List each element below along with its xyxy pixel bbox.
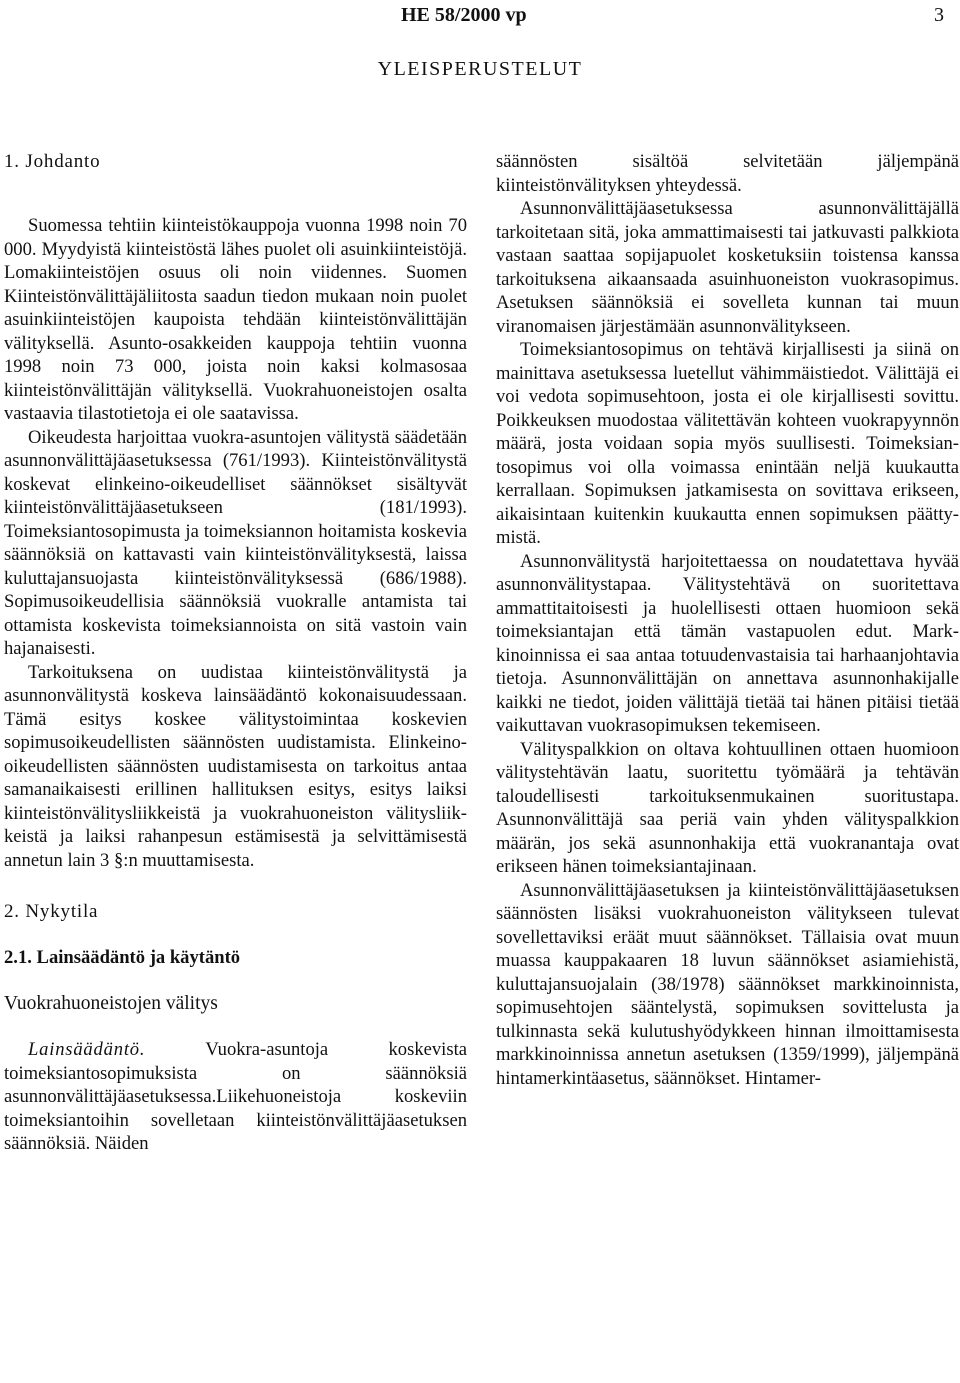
paragraph-label: Lainsäädäntö. (28, 1039, 146, 1060)
paragraph: Toimeksiantosopimus on tehtävä kirjallisesti ja siinä on mainittava asetuksessa luetellut vähimmäistiedot. Välittäjä ei voi vedota sopimusehtoon, josta ei ole kirjallisesti sovittu. Poikkeuksen muodostaa välitettävän kohteen vuokrapyynnön määrä, josta voidaan sopia myös suullisesti. Toimeksiantosopimus voi olla voimassa enintään neljä kuukautta kerrallaan. Sopimuksen jatkamisesta on sovittava erikseen, aikaisintaan kuitenkin kuukautta ennen sopimuksen päättymistä. (496, 339, 959, 548)
heading-johdanto: 1. Johdanto (4, 151, 101, 172)
document-code: HE 58/2000 vp (401, 4, 527, 26)
paragraph: Oikeudesta harjoittaa vuokra-asuntojen välitystä säädetään asunnonvälittäjäasetuksessa (761/1993). Kiinteistönvälitystä koskevat elinkeino-oikeudelliset säännökset sisältyvät kiinteistönvälittäjäasetukseen (181/1993). Toimeksiantosopimusta ja toimeksiannon hoitamista koskevia säännöksiä on kattavasti vain kiinteistönvälityksestä, laissa kuluttajansuojasta kiinteistönvälityksessä (686/1988). Sopimusoikeudellisia säännöksiä vuokralle antamista tai ottamista koskevista toimeksiannoista on sitä vastoin vain hajanaisesti. (4, 426, 467, 659)
paragraph: Suomessa tehtiin kiinteistökauppoja vuonna 1998 noin 70 000. Myydyistä kiinteistöstä lähes puolet oli asuinkiinteistöjä. Lomakiinteistöjen osuus oli noin viidennes. Suomen Kiinteistönvälittäjäliitosta saadun tiedon mukaan noin puolet asuinkiinteistöjen kaupoista tehdään kiinteistönvälittäjän välityksellä. Asunto-osakkeiden kauppoja tehtiin vuonna 1998 noin 73 000, joista noin kaksi kolmasosaa kiinteistönvälittäjän välityksellä. Vuokrahuoneistojen osalta vastaavia tilastotietoja ei ole saatavissa. (4, 215, 467, 424)
paragraph: Asunnonvälittäjäasetuksen ja kiinteistönvälittäjäasetuksen säännösten lisäksi vuokrahuoneiston välitykseen tulevat sovellettaviksi eräät muut säännökset. Tällaisia ovat muun muassa kauppakaaren 18 luvun säännökset asiamiehistä, kuluttajansuojalain (38/1978) säännökset markkinoinnista, sopimusehtojen sääntelystä, sopimuksen sovittelusta ja tulkinnasta sekä kulutushyödykkeen hinnan ilmoittamisesta markkinoinnissa annetun asetuksen (1359/1999), jäljempänä hintamerkintäasetus, säännökset. Hintamer- (496, 879, 959, 1089)
paragraph: säännösten sisältöä selvitetään jäljempänä kiinteistönvälityksen yhteydessä. (496, 151, 959, 196)
paragraph: Asunnonvälitystä harjoitettaessa on noudatettava hyvää asunnonvälitystapaa. Välitystehtävä on suoritettava ammattitaitoisesti ja huolellisesti ottaen huomioon sekä toimeksiantajan että tämän vastapuolen edut. Markkinoinnissa ei saa antaa totuudenvastaisia tai harhaanjohtavia tietoja. Asunnonvälittäjän on annettava asunnonhakijalle kaikki ne tiedot, joiden välittäjä tietää tai hänen pitäisi tietää vaikuttavan vuokrasopimuksen tekemiseen. (496, 550, 959, 736)
right-column (496, 150, 959, 1090)
heading-nykytila: 2. Nykytila (4, 901, 99, 922)
heading-lainsaadanto-ja-kaytanto: 2.1. Lainsäädäntö ja käytäntö (4, 947, 241, 968)
paragraph: Välityspalkkion on oltava kohtuullinen ottaen huomioon välitystehtävän laatu, suoritettu työmäärä ja tehtävän taloudellisesti tarkoituksenmukainen suoritustapa. Asunnonvälittäjä saa periä vain yhden välityspalkkion määrän, jos sekä asunnonhakija että vuokranantaja ovat erikseen hänen toimeksiantajinaan. (496, 738, 959, 877)
paragraph (4, 1038, 467, 1156)
page-number: 3 (934, 4, 944, 26)
paragraph: Tarkoituksena on uudistaa kiinteistönvälitystä ja asunnonvälitystä koskeva lainsäädäntö kokonaisuudessaan. Tämä esitys koskee välitystoimintaa koskevien sopimusoikeudellisten säännösten uudistamista. Elinkeinooikeudellisten säännösten uudistamisesta on tarkoitus antaa samanaikaisesti erillinen hallituksen esitys, esitys laiksi kiinteistönvälitysliikkeistä ja vuokrahuoneiston välitysliikkeistä ja laiksi rahanpesun estämisestä ja selvittämisestä annetun lain 3 §:n muuttamisesta. (4, 661, 467, 871)
paragraph-text: Vuokra-asuntoja koskevista toimeksiantosopimuksista on säännöksiä asunnonvälittäjäasetuksessa.Liikehuoneistoja koskeviin toimeksiantoihin sovelletaan kiinteistönvälittäjäasetuksen säännöksiä. Näiden (4, 1039, 467, 1154)
section-title: YLEISPERUSTELUT (377, 58, 583, 80)
paragraph: Asunnonvälittäjäasetuksessa asunnonvälittäjällä tarkoitetaan sitä, joka ammattimaisesti tai jatkuvasti palkkiota vastaan saattaa sopijapuolet kosketuksiin toistensa kanssa tarkoituksena aikaansaada asuinhuoneiston vuokrasopimus. Asetuksen säännöksiä ei sovelleta kunnan tai muun viranomaisen järjestämään asunnonvälitykseen. (496, 198, 959, 337)
heading-vuokrahuoneistojen-valitys: Vuokrahuoneistojen välitys (4, 993, 218, 1014)
left-column (4, 150, 467, 1156)
